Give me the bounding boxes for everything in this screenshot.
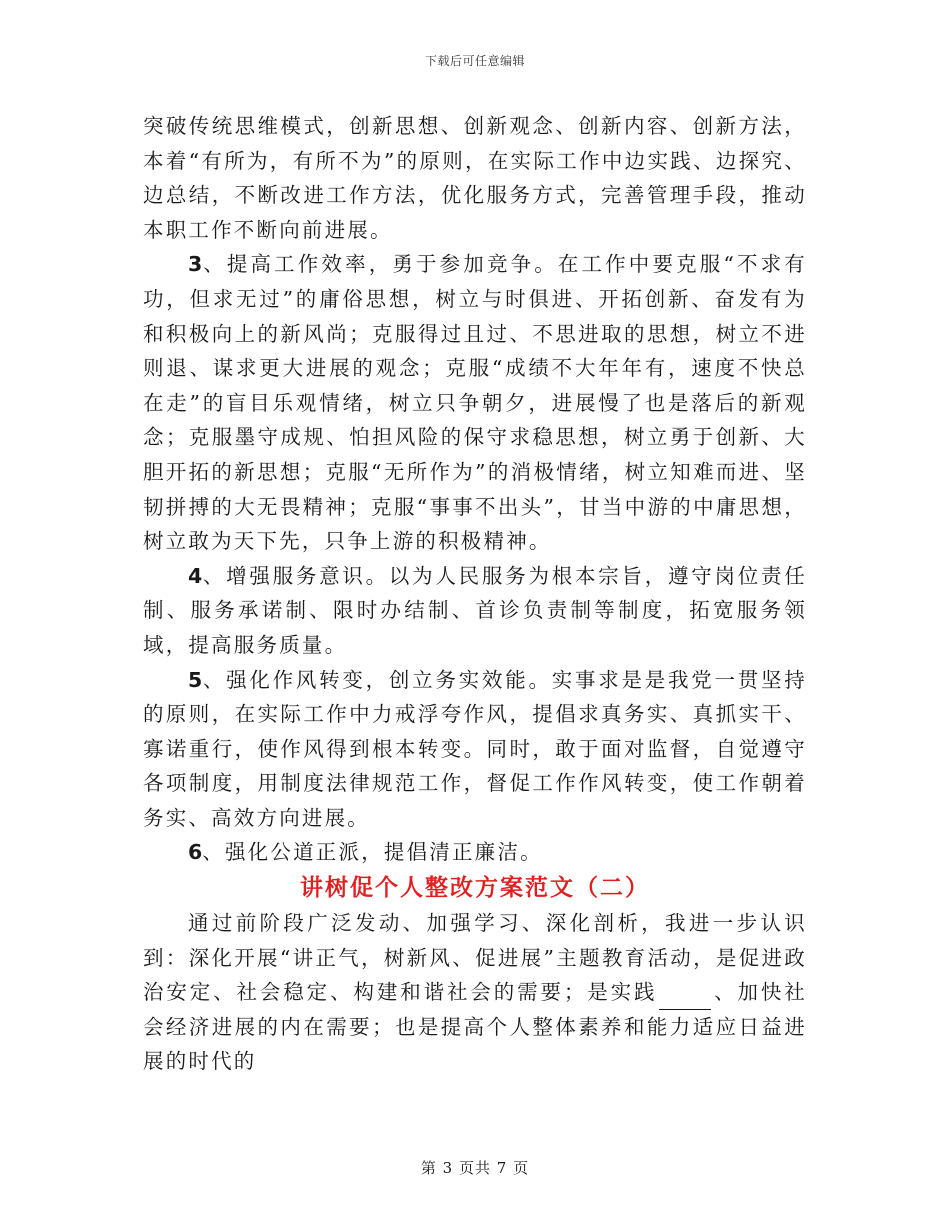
item-text-6: 、强化公道正派，提倡清正廉洁。	[202, 840, 543, 865]
item-number-4: 4	[188, 563, 203, 588]
paragraph-item-6	[143, 835, 807, 870]
document-body	[143, 109, 807, 1079]
item-text-4: 、增强服务意识。以为人民服务为根本宗旨，遵守岗位责任制、服务承诺制、限时办结制、首诊负责制等制度，拓宽服务领域，提高服务质量。	[143, 563, 807, 657]
item-text-5: 、强化作风转变，创立务实效能。实事求是是我党一贯坚持的原则，在实际工作中力戒浮夸作风，提倡求真务实、真抓实干、寡诺重行，使作风得到根本转变。同时，敢于面对监督，自觉遵守各项制度，用制度法律规范工作，督促工作作风转变，使工作朝着务实、高效方向进展。	[143, 667, 807, 830]
item-number-5: 5	[188, 667, 203, 692]
paragraph-intro: 突破传统思维模式，创新思想、创新观念、创新内容、创新方法，本着“有所为，有所不为”的原则，在实际工作中边实践、边探究、边总结，不断改进工作方法，优化服务方式，完善管理手段，推动本职工作不断向前进展。	[143, 114, 807, 242]
item-text-3: 、提高工作效率，勇于参加竞争。在工作中要克服“不求有功，但求无过”的庸俗思想，树立与时俱进、开拓创新、奋发有为和积极向上的新风尚；克服得过且过、不思进取的思想，树立不进则退、谋求更大进展的观念；克服“成绩不大年年有，速度不快总在走”的盲目乐观情绪，树立只争朝夕，进展慢了也是落后的新观念；克服墨守成规、怕担风险的保守求稳思想，树立勇于创新、大胆开拓的新思想；克服“无所作为”的消极情绪，树立知难而进、坚韧拼搏的大无畏精神；克服“事事不出头”，甘当中游的中庸思想，树立敢为天下先，只争上游的积极精神。	[143, 252, 807, 554]
page-number-footer: 第 3 页共 7 页	[420, 1159, 530, 1177]
section-title: 讲树促个人整改方案范文（二）	[300, 875, 650, 902]
paragraph-item-3	[143, 247, 807, 558]
section-body-paragraph	[143, 906, 807, 1079]
paragraph-item-4	[143, 559, 807, 663]
fill-in-blank	[659, 987, 711, 1010]
item-number-3: 3	[188, 252, 203, 277]
page-header-note: 下载后可任意编辑	[424, 54, 525, 68]
section-body-text-start: 通过前阶段广泛发动、加强学习、深化剖析，我进一步认识到：深化开展“讲正气，树新风、促进展”主题教育活动，是促进政治安定、社会稳定、构建和谐社会的需要；是实践	[143, 911, 807, 1005]
paragraph-item-5	[143, 663, 807, 836]
item-number-6: 6	[188, 840, 203, 865]
section-body-text-end: 、加快社会经济进展的内在需要；也是提高个人整体素养和能力适应日益进展的时代的	[143, 980, 807, 1074]
